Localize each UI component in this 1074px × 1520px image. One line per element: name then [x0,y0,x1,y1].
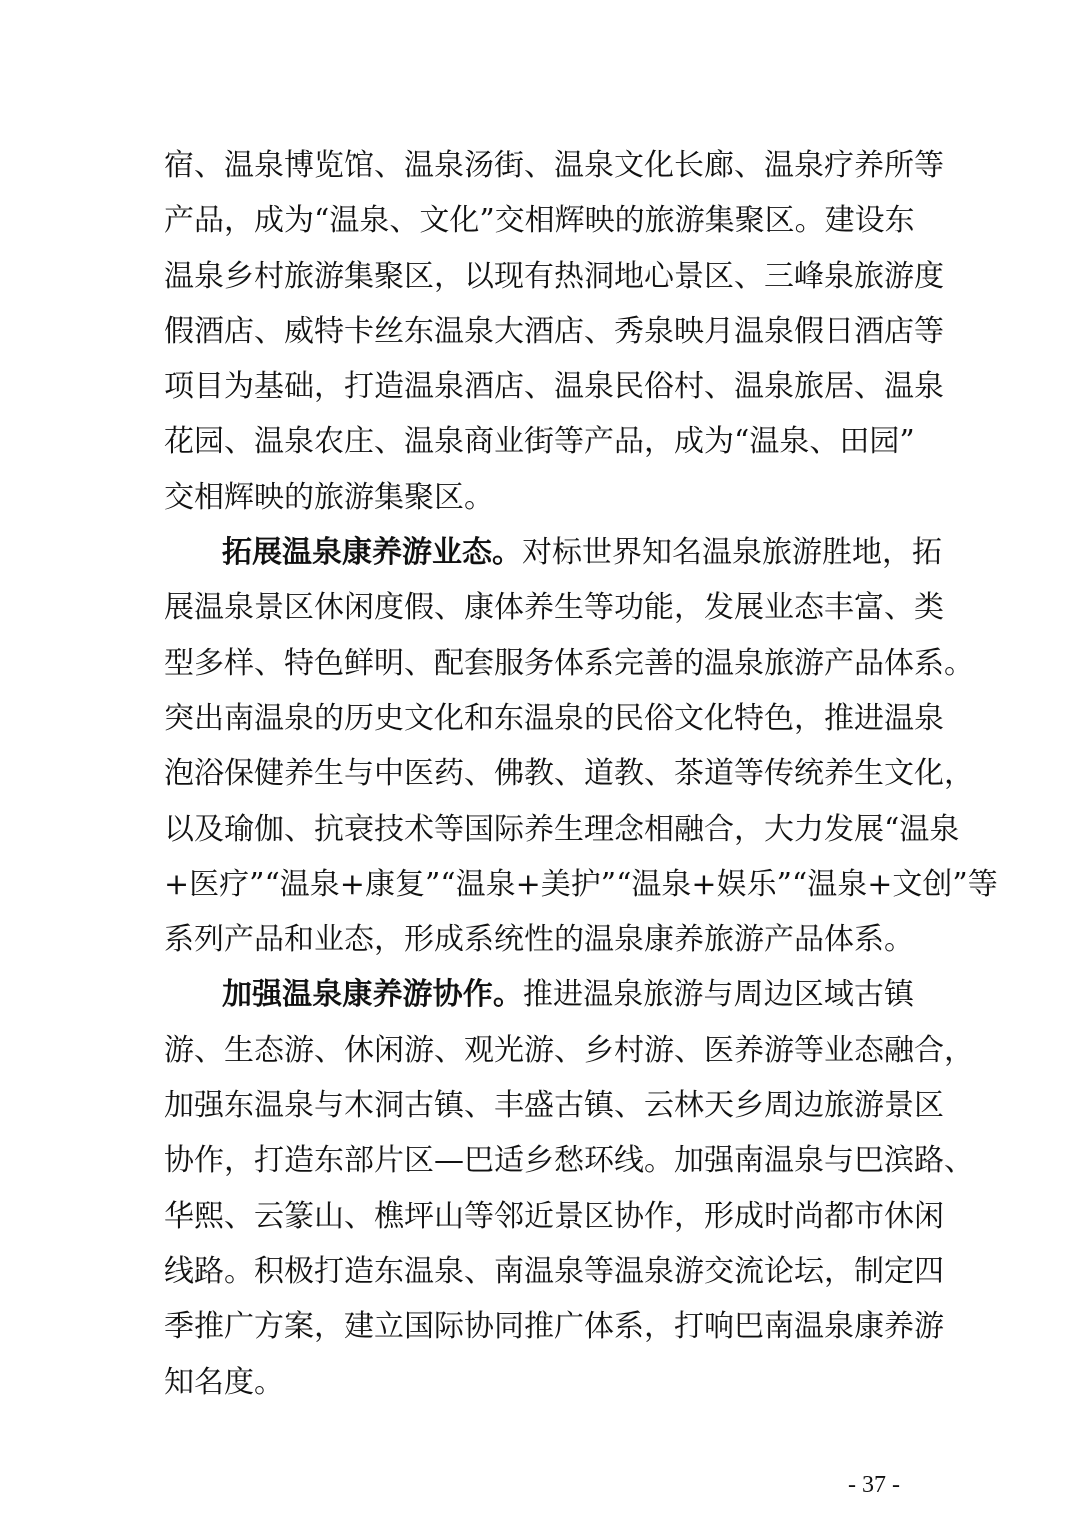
text-run: 对标世界知名温泉旅游胜地，拓 [522,535,942,571]
text-line: 系列产品和业态，形成系统性的温泉康养旅游产品体系。 [164,922,914,958]
paragraph [164,967,974,1409]
text-line: 宿、温泉博览馆、温泉汤街、温泉文化长廊、温泉疗养所等 [164,148,944,183]
text-line: 展温泉景区休闲度假、康体养生等功能，发展业态丰富、类 [164,590,944,626]
text-run: 推进温泉旅游与周边区域古镇 [522,977,915,1013]
text-line: 型多样、特色鲜明、配套服务体系完善的温泉旅游产品体系。 [164,645,974,681]
text-line: 知名度。 [164,1364,284,1400]
text-line: 产品，成为“温泉、文化”交相辉映的旅游集聚区。建设东 [164,203,915,239]
text-line [164,967,914,1022]
paragraph-heading: 拓展温泉康养游业态。 [222,535,522,571]
text-line: 协作，打造东部片区—巴适乡愁环线。加强南温泉与巴滨路、 [164,1143,974,1179]
paragraph [164,525,998,967]
text-line: 华熙、云篆山、樵坪山等邻近景区协作，形成时尚都市休闲 [164,1198,944,1234]
paragraph-heading: 加强温泉康养游协作。 [222,977,523,1013]
text-line: 突出南温泉的历史文化和东温泉的民俗文化特色，推进温泉 [164,700,944,736]
text-line: 加强东温泉与木洞古镇、丰盛古镇、云林天乡周边旅游景区 [164,1088,944,1124]
page-number: - 37 - [848,1472,900,1498]
text-line: 以及瑜伽、抗衰技术等国际养生理念相融合，大力发展“温泉 [164,811,960,847]
text-line [164,525,942,580]
text-line: 温泉乡村旅游集聚区，以现有热洞地心景区、三峰泉旅游度 [164,258,944,294]
text-line: 项目为基础，打造温泉酒店、温泉民俗村、温泉旅居、温泉 [164,369,944,405]
text-line: 假酒店、威特卡丝东温泉大酒店、秀泉映月温泉假日酒店等 [164,313,944,349]
text-line: 季推广方案，建立国际协同推广体系，打响巴南温泉康养游 [164,1309,944,1345]
text-line: 花园、温泉农庄、温泉商业街等产品，成为“温泉、田园” [164,424,915,460]
text-line: 游、生态游、休闲游、观光游、乡村游、医养游等业态融合， [164,1032,974,1068]
text-line: 线路。积极打造东温泉、南温泉等温泉游交流论坛，制定四 [164,1253,944,1289]
body-text [164,138,998,1410]
text-line: +医疗”“温泉+康复”“温泉+美护”“温泉+娱乐”“温泉+文创”等 [164,866,998,902]
paragraph [164,138,944,525]
text-line: 交相辉映的旅游集聚区。 [164,479,494,515]
text-line: 泡浴保健养生与中医药、佛教、道教、茶道等传统养生文化， [164,756,974,792]
